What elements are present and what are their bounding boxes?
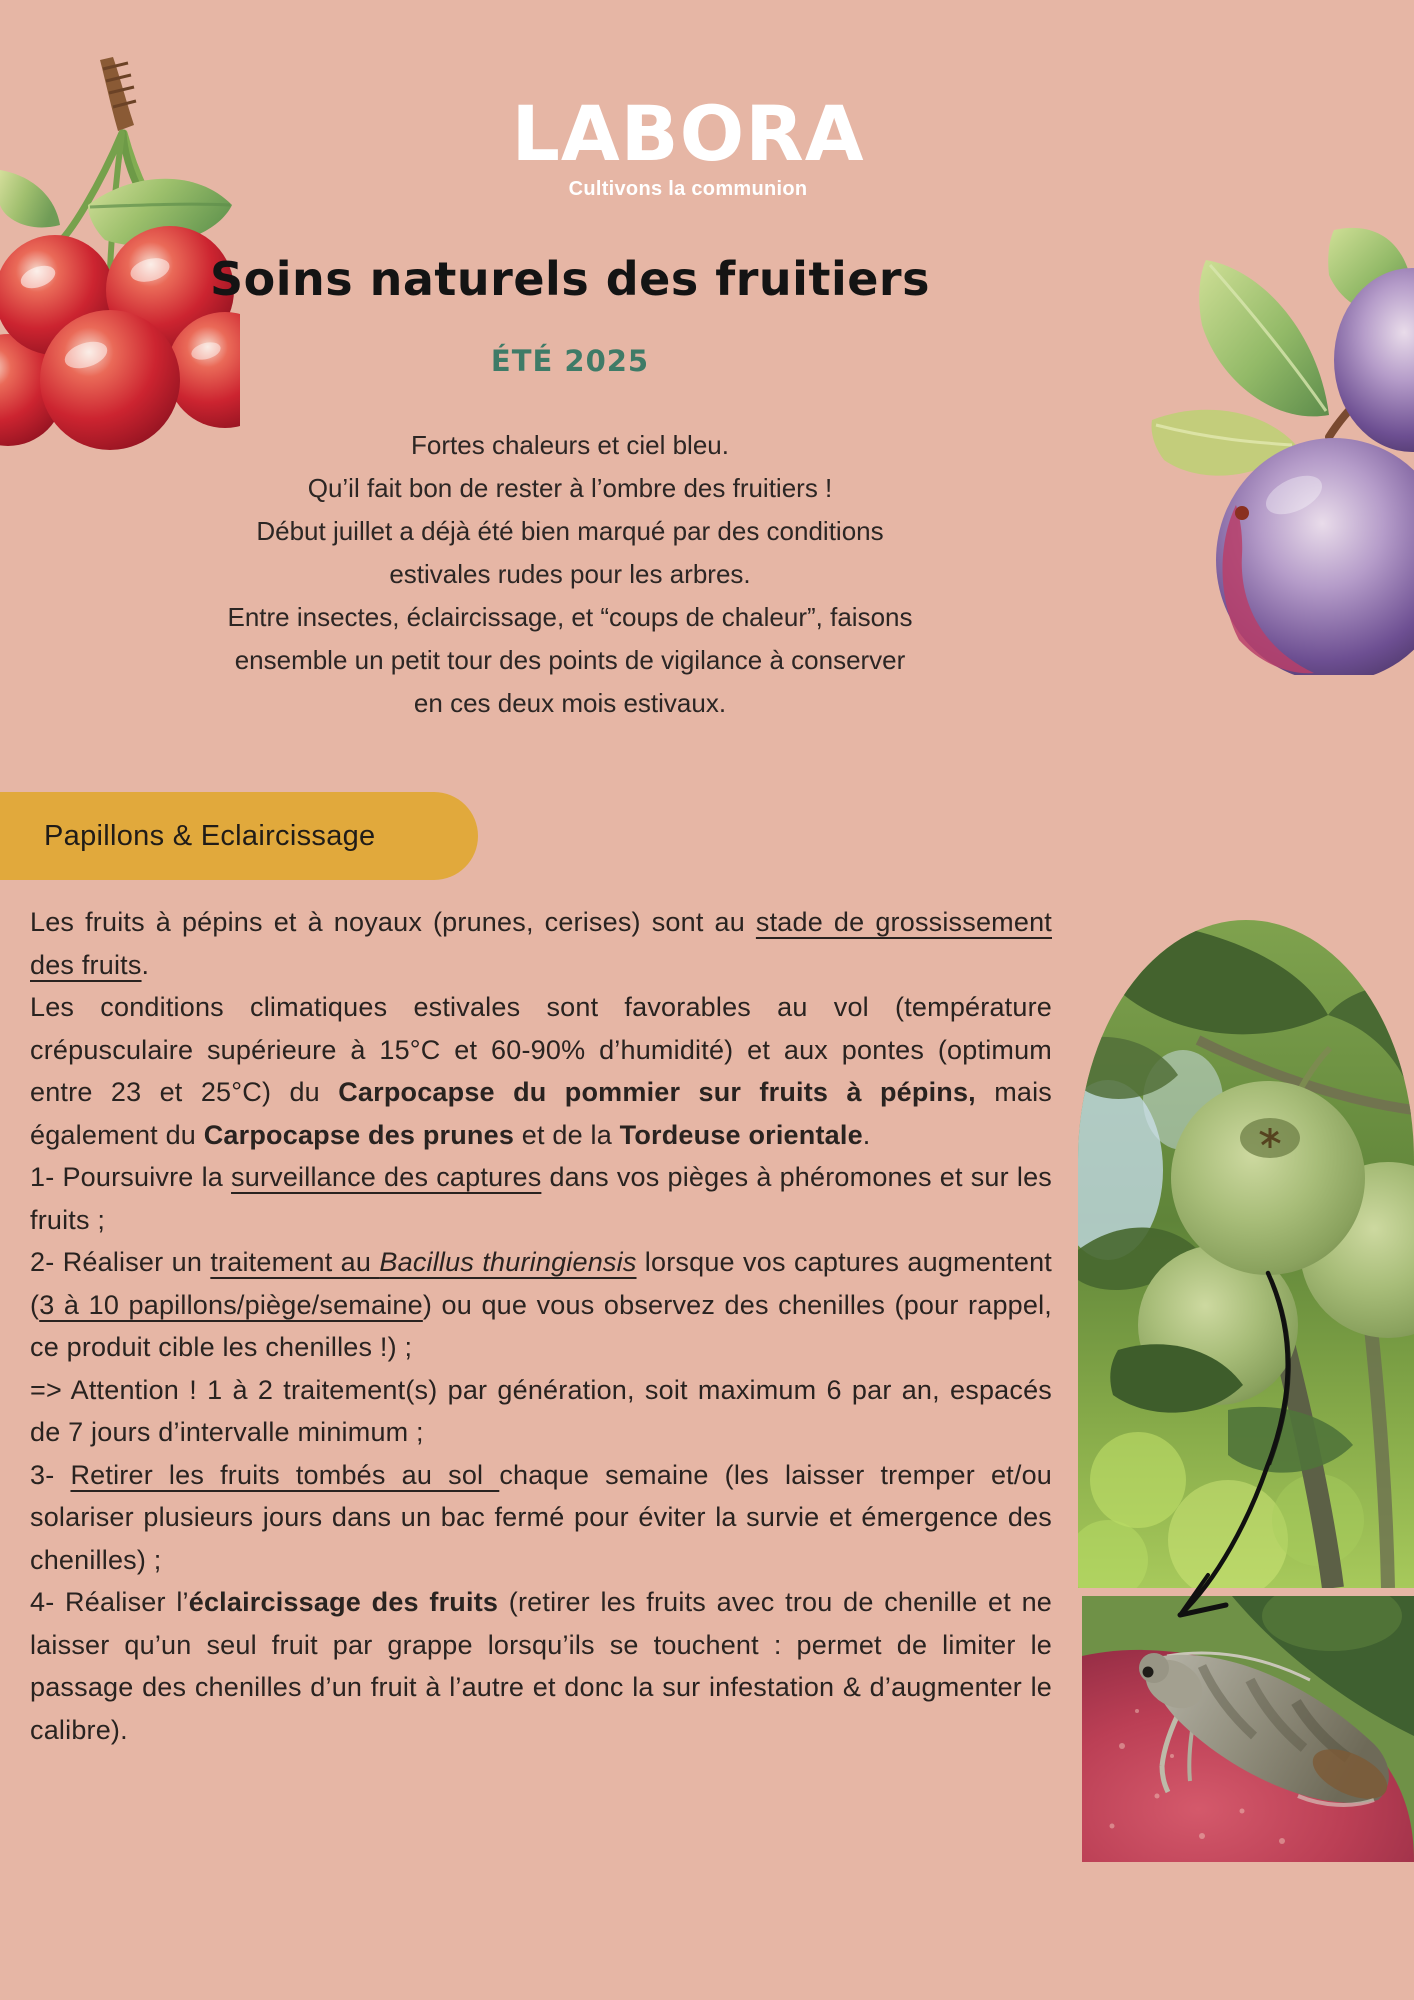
para: => Attention ! 1 à 2 traitement(s) par génération, soit maximum 6 par an, espacés de 7 jours d’intervalle minimum ; — [30, 1374, 1052, 1447]
page-title: Soins naturels des fruitiers — [210, 252, 930, 306]
section-body-text — [30, 901, 1052, 1751]
intro-line: en ces deux mois estivaux. — [413, 688, 727, 718]
intro-line: estivales rudes pour les arbres. — [389, 559, 751, 589]
para: 2- Réaliser un traitement au Bacillus thuringiensis lorsque vos captures augmentent (3 à 10 papillons/piège/semaine) ou que vous observez des chenilles (pour rappel, ce produit cible les chenilles !) ; — [30, 1247, 1053, 1362]
plums-illustration — [1144, 175, 1414, 675]
logo-tagline: Cultivons la communion — [568, 178, 808, 200]
para: Les conditions climatiques estivales sont favorables au vol (température crépusculaire supérieure à 15°C et 60-90% d’humidité) et aux pontes (optimum entre 23 et 25°C) du Carpocapse du pommier sur fruits à pépins, mais également du Carpocapse des prunes et de la Tordeuse orientale. — [30, 992, 1053, 1150]
intro-line: Qu’il fait bon de rester à l’ombre des fruitiers ! — [307, 473, 833, 503]
intro-line: ensemble un petit tour des points de vigilance à conserver — [234, 645, 906, 675]
edition-label: ÉTÉ 2025 — [490, 344, 650, 378]
hand-drawn-arrow — [1150, 1265, 1330, 1665]
para: 3- Retirer les fruits tombés au sol chaque semaine (les laisser tremper et/ou solariser plusieurs jours dans un bac fermé pour éviter la survie et émergence des chenilles) ; — [30, 1459, 1053, 1575]
intro-line: Entre insectes, éclaircissage, et “coups de chaleur”, faisons — [227, 602, 913, 632]
para: 1- Poursuivre la surveillance des captures dans vos pièges à phéromones et sur les fruits ; — [30, 1162, 1052, 1235]
logo-wordmark: LABORA — [511, 89, 865, 178]
para: Les fruits à pépins et à noyaux (prunes, cerises) sont au stade de grossissement des fruits. — [30, 907, 1052, 980]
intro-text — [0, 424, 1140, 725]
para: 4- Réaliser l’éclaircissage des fruits (retirer les fruits avec trou de chenille et ne laisser qu’un seul fruit par grappe lorsqu’ils se touchent : permet de limiter le passage des chenilles d’un fruit à l’autre et donc la sur infestation & d’augmenter le calibre). — [30, 1587, 1053, 1745]
intro-line: Fortes chaleurs et ciel bleu. — [411, 430, 729, 460]
intro-line: Début juillet a déjà été bien marqué par des conditions — [256, 516, 884, 546]
section-badge-label: Papillons & Eclaircissage — [44, 819, 376, 852]
section-badge — [0, 792, 478, 880]
